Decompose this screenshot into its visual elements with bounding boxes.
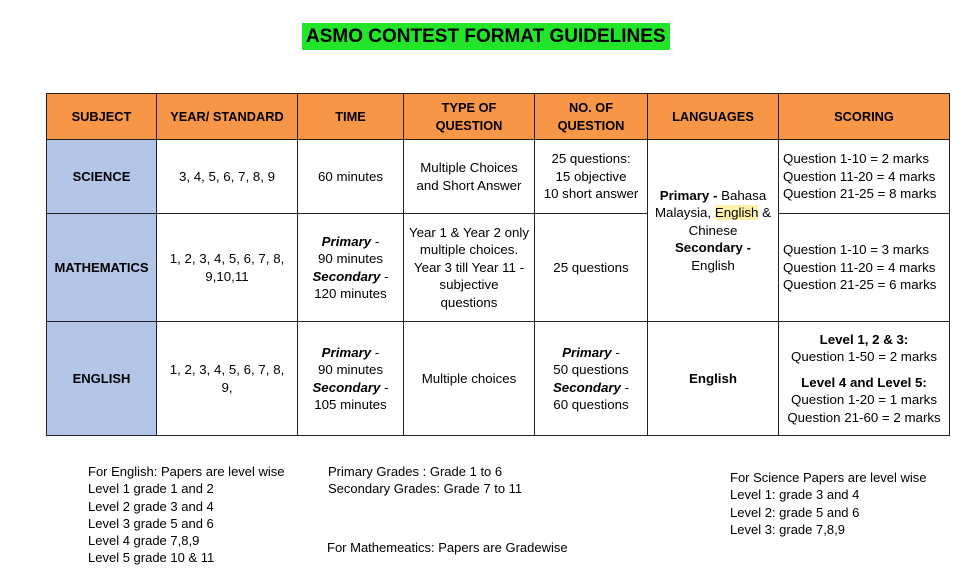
- scoring-line: Question 11-20 = 4 marks: [783, 168, 936, 184]
- english-time-primary-value: 90 minutes: [317, 362, 384, 377]
- note-line: Level 3 grade 5 and 6: [88, 515, 214, 531]
- note-line: For English: Papers are level wise: [88, 464, 285, 479]
- note-line: Level 1 grade 1 and 2: [88, 481, 214, 497]
- english-count-primary-label: Primary: [562, 344, 612, 360]
- science-count-line: 25 questions:: [551, 151, 631, 167]
- science-subject: SCIENCE: [47, 140, 157, 214]
- note-line: Primary Grades : Grade 1 to 6: [328, 464, 503, 479]
- note-line: Level 2: grade 5 and 6: [730, 504, 860, 520]
- scoring-line: Question 1-10 = 2 marks: [783, 151, 929, 167]
- math-time-primary-value: 90 minutes: [317, 251, 384, 266]
- separator: -: [380, 379, 389, 395]
- science-count-line: 15 objective: [555, 168, 627, 184]
- header-type: TYPE OF QUESTION: [404, 94, 535, 140]
- grades-note: [328, 463, 522, 498]
- english-years: [157, 322, 298, 436]
- lang-primary-text: Malaysia,: [654, 205, 715, 221]
- languages-cell: [648, 140, 779, 322]
- guidelines-table: [46, 93, 950, 436]
- lang-highlighted-english: English: [714, 205, 759, 221]
- scoring-line: Question 1-50 = 2 marks: [791, 349, 937, 365]
- science-row: [47, 140, 950, 214]
- science-count-line: 10 short answer: [543, 186, 639, 202]
- header-time: TIME: [298, 94, 404, 140]
- science-levels-note: [730, 469, 927, 538]
- separator: -: [620, 379, 630, 395]
- math-subject: MATHEMATICS: [47, 214, 157, 322]
- separator: -: [371, 233, 380, 249]
- english-time-primary-label: Primary: [321, 344, 372, 360]
- lang-secondary-label: Secondary -: [674, 240, 752, 256]
- science-time: 60 minutes: [298, 140, 404, 214]
- spacer: [783, 366, 945, 374]
- header-count: NO. OF QUESTION: [535, 94, 648, 140]
- math-years-line: 1, 2, 3, 4, 5, 6, 7, 8,: [169, 251, 285, 266]
- math-time-secondary-value: 120 minutes: [314, 286, 387, 301]
- separator: -: [380, 268, 389, 284]
- math-type-line: Year 3 till Year 11 -: [413, 259, 525, 275]
- english-language: English: [648, 322, 779, 436]
- note-line: Level 1: grade 3 and 4: [730, 487, 860, 503]
- math-type-line: multiple choices.: [419, 242, 519, 258]
- english-time-secondary-value: 105 minutes: [314, 397, 387, 412]
- english-count-primary-value: 50 questions: [553, 362, 629, 377]
- math-time-secondary-label: Secondary: [312, 268, 381, 284]
- english-type: Multiple choices: [404, 322, 535, 436]
- math-time: [298, 214, 404, 322]
- science-count: [535, 140, 648, 214]
- english-levels-note: [88, 463, 285, 567]
- header-year: YEAR/ STANDARD: [157, 94, 298, 140]
- math-time-primary-label: Primary: [321, 233, 372, 249]
- lang-primary-label: Primary -: [659, 187, 718, 203]
- separator: -: [611, 344, 620, 360]
- english-time-secondary-label: Secondary: [312, 379, 381, 395]
- separator: -: [371, 344, 380, 360]
- math-row: [47, 214, 950, 322]
- english-count-secondary-value: 60 questions: [553, 397, 629, 412]
- header-scoring: SCORING: [779, 94, 950, 140]
- note-line: Level 3: grade 7,8,9: [730, 521, 845, 537]
- header-languages: LANGUAGES: [648, 94, 779, 140]
- english-row: [47, 322, 950, 436]
- english-subject: ENGLISH: [47, 322, 157, 436]
- math-type-line: Year 1 & Year 2 only: [408, 224, 529, 240]
- note-line: Secondary Grades: Grade 7 to 11: [328, 481, 523, 497]
- science-type-line: Multiple Choices: [420, 160, 518, 175]
- note-line: For Mathemeatics: Papers are Gradewise: [327, 540, 568, 555]
- math-type-line: questions: [440, 294, 498, 310]
- page-title: ASMO CONTEST FORMAT GUIDELINES: [302, 23, 670, 50]
- math-scoring: [779, 214, 950, 322]
- scoring-line: Question 1-20 = 1 marks: [791, 392, 937, 408]
- header-row: [47, 94, 950, 140]
- math-years-line: 9,10,11: [205, 268, 249, 284]
- scoring-line: Question 21-60 = 2 marks: [787, 409, 941, 425]
- lang-primary-text: Chinese: [688, 222, 738, 238]
- science-type-line: and Short Answer: [416, 177, 522, 193]
- english-time: [298, 322, 404, 436]
- math-years: [157, 214, 298, 322]
- scoring-line: Question 21-25 = 8 marks: [783, 186, 937, 202]
- header-subject: SUBJECT: [47, 94, 157, 140]
- scoring-heading: Level 1, 2 & 3:: [819, 331, 909, 347]
- english-scoring: [779, 322, 950, 436]
- lang-primary-text: Bahasa: [717, 187, 767, 203]
- math-type-line: subjective: [439, 277, 499, 293]
- lang-primary-text: &: [758, 205, 772, 221]
- english-count-secondary-label: Secondary: [552, 379, 621, 395]
- english-count: [535, 322, 648, 436]
- math-type: [404, 214, 535, 322]
- scoring-line: Question 11-20 = 4 marks: [783, 259, 936, 275]
- science-scoring: [779, 140, 950, 214]
- note-line: Level 4 grade 7,8,9: [88, 533, 200, 549]
- scoring-heading: Level 4 and Level 5:: [801, 374, 927, 390]
- scoring-line: Question 1-10 = 3 marks: [783, 242, 929, 258]
- math-count: 25 questions: [535, 214, 648, 322]
- science-type: [404, 140, 535, 214]
- english-years-line: 1, 2, 3, 4, 5, 6, 7, 8,: [169, 362, 285, 377]
- note-line: Level 5 grade 10 & 11: [88, 550, 215, 566]
- note-line: Level 2 grade 3 and 4: [88, 498, 214, 514]
- lang-secondary-text: English: [691, 257, 735, 273]
- english-years-line: 9,: [221, 379, 233, 395]
- note-line: For Science Papers are level wise: [730, 470, 927, 485]
- science-years: 3, 4, 5, 6, 7, 8, 9: [157, 140, 298, 214]
- scoring-line: Question 21-25 = 6 marks: [783, 277, 937, 293]
- math-note: [327, 539, 568, 556]
